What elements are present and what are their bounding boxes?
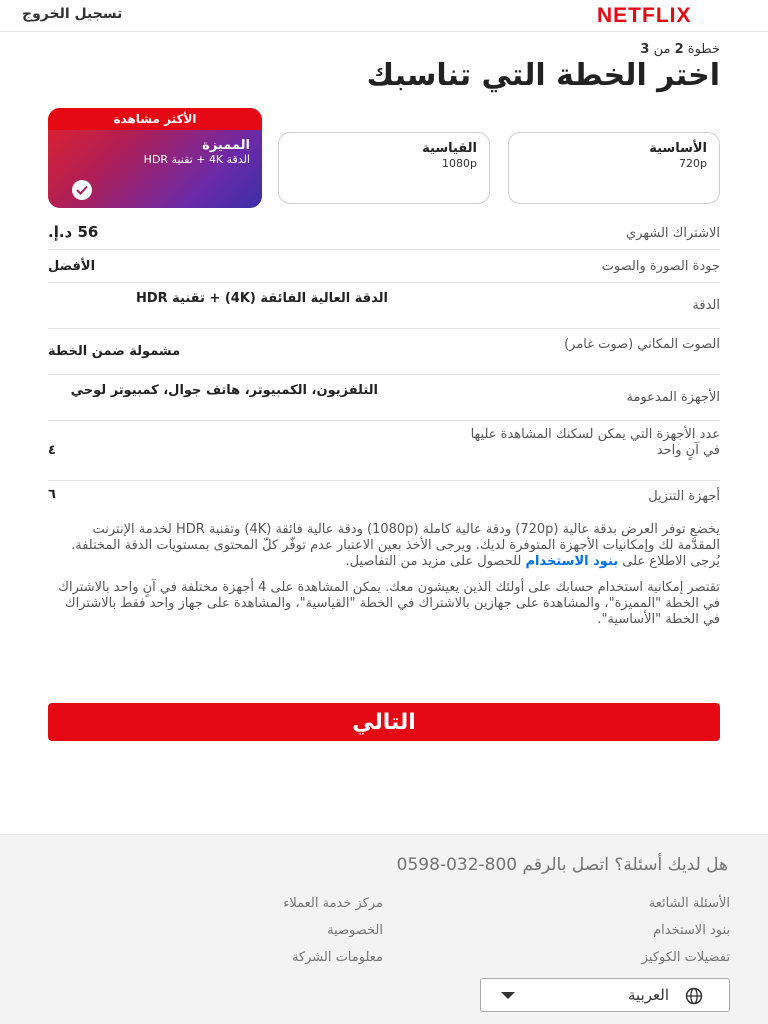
detail-label: الصوت المكاني (صوت غامر) — [564, 337, 720, 352]
detail-row-download-devices — [48, 481, 720, 511]
language-label: العربية — [628, 986, 669, 1004]
detail-value: الأفضل — [48, 259, 96, 274]
note-text: يخضع توفر العرض بدقة عالية (720p) ودقة عالية كاملة (1080p) ودقة عالية فائقة (4K) وتقنية HDR لخدمة الإنترنت المقدَّمة لك وإمكانيات الأجهزة المتوفرة لديك. ويرجى الأخذ بعين الاعتبار عدم توفّر كلّ المحتوى بمستويات الدقة المختلفة. يُرجى الاطلاع على — [71, 522, 720, 569]
privacy-link[interactable]: الخصوصية — [327, 923, 383, 938]
plan-name: الأساسية — [649, 141, 707, 156]
note-text-tail: للحصول على مزيد من التفاصيل. — [345, 554, 522, 569]
detail-label: جودة الصورة والصوت — [601, 259, 720, 274]
next-button[interactable]: التالي — [48, 703, 720, 741]
detail-row-resolution — [48, 283, 720, 329]
corporate-info-link[interactable]: معلومات الشركة — [291, 950, 383, 965]
detail-row-quality — [48, 250, 720, 283]
detail-label: الدقة — [692, 298, 720, 313]
detail-row-spatial-audio — [48, 329, 720, 375]
detail-label: الأجهزة المدعومة — [626, 390, 720, 405]
plan-resolution: الدقة 4K + تقنية HDR — [143, 153, 250, 166]
step-indicator — [640, 42, 720, 57]
faq-link[interactable]: الأسئلة الشائعة — [648, 896, 730, 911]
plan-card-premium[interactable] — [48, 108, 262, 208]
plan-card-standard[interactable] — [278, 132, 490, 204]
terms-link[interactable]: بنود الاستخدام — [653, 923, 730, 938]
detail-value: ٦ — [48, 487, 56, 502]
detail-value: التلفزيون، الكمبيوتر، هاتف جوال، كمبيوتر لوحي — [70, 383, 378, 398]
header — [0, 0, 768, 32]
cookie-preferences-link[interactable]: تفضيلات الكوكيز — [641, 950, 730, 965]
plan-details-table — [48, 214, 720, 511]
detail-label: عدد الأجهزة التي يمكن لسكنك المشاهدة عليها في آنٍ واحد — [470, 427, 720, 458]
detail-row-monthly-price — [48, 214, 720, 250]
contact-phone-text[interactable]: هل لديك أسئلة؟ اتصل بالرقم 800-032-0598 — [396, 855, 728, 875]
footer — [0, 834, 768, 1024]
detail-row-devices — [48, 375, 720, 421]
language-select[interactable] — [480, 978, 730, 1012]
plan-resolution: 720p — [679, 157, 707, 170]
detail-label: الاشتراك الشهري — [626, 226, 720, 241]
detail-value: 56 د.إ. — [48, 223, 99, 241]
note-availability — [48, 522, 720, 570]
detail-label: أجهزة التنزيل — [648, 489, 720, 504]
step-middle: من — [653, 42, 671, 57]
netflix-logo[interactable]: NETFLIX — [597, 4, 692, 27]
plan-name: المميزة — [202, 138, 250, 153]
detail-value: الدقة العالية الفائقة (4K) + تقنية HDR — [135, 291, 388, 306]
step-prefix: خطوة — [687, 42, 720, 57]
caret-down-icon — [501, 992, 515, 999]
detail-row-simultaneous-screens — [48, 421, 720, 481]
page-title: اختر الخطة التي تناسبك — [366, 58, 720, 93]
plan-notes — [48, 522, 720, 638]
detail-value: مشمولة ضمن الخطة — [48, 344, 181, 359]
most-popular-badge: الأكثر مشاهدة — [48, 108, 262, 130]
check-circle-icon — [72, 180, 92, 200]
plan-resolution: 1080p — [442, 157, 477, 170]
plan-card-basic[interactable] — [508, 132, 720, 204]
step-current: 2 — [674, 42, 684, 57]
signout-link[interactable]: تسجيل الخروج — [22, 6, 123, 22]
detail-value: ٤ — [48, 443, 56, 458]
step-total: 3 — [640, 42, 650, 57]
note-household: تقتصر إمكانية استخدام حسابك على أولئك الذين يعيشون معك. يمكن المشاهدة على 4 أجهزة مختلفة في آنٍ واحد بالاشتراك في الخطة "المميزة"، والمشاهدة على جهازين بالاشتراك في الخطة "القياسية"، والمشاهدة على جهاز واحد فقط بالاشتراك في الخطة "الأساسية". — [58, 580, 720, 627]
terms-of-use-link[interactable]: بنود الاستخدام — [525, 554, 619, 569]
globe-icon — [685, 987, 703, 1009]
help-center-link[interactable]: مركز خدمة العملاء — [283, 896, 383, 911]
plan-name: القياسية — [422, 141, 477, 156]
